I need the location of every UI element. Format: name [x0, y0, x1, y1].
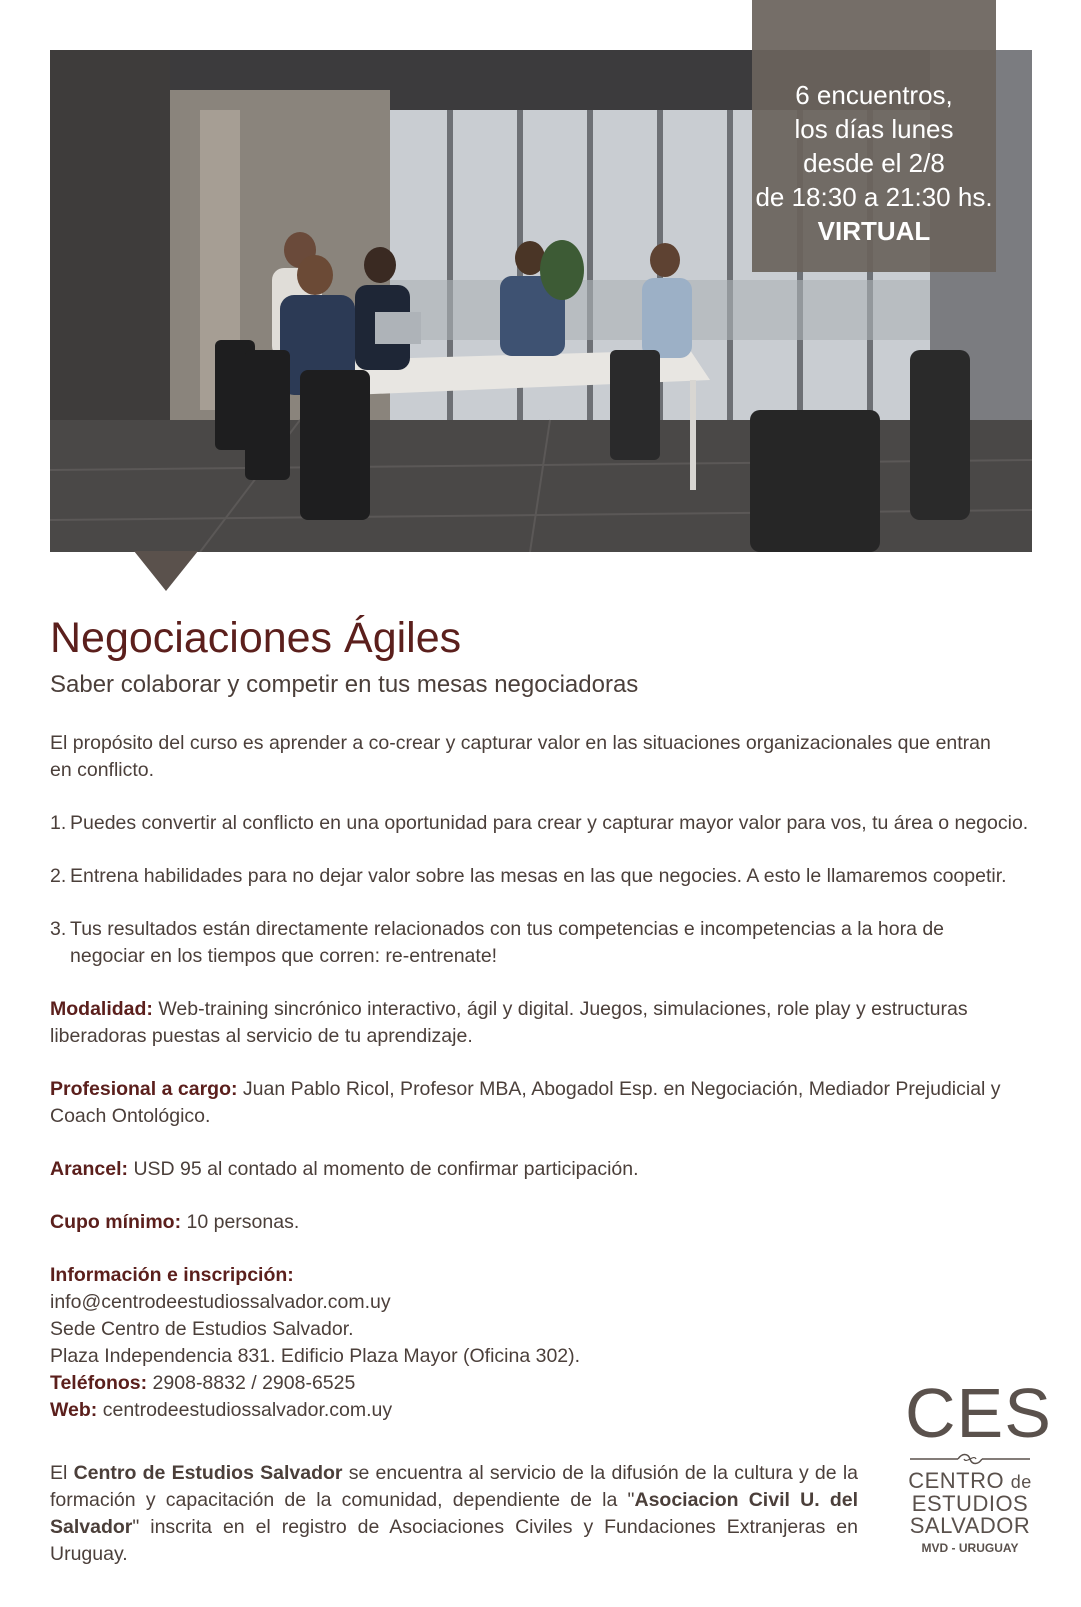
- contact-label: Información e inscripción:: [50, 1264, 294, 1286]
- footer-text-part: El: [50, 1462, 74, 1484]
- course-content: [50, 610, 1040, 1424]
- phones-label: Teléfonos:: [50, 1372, 148, 1394]
- list-item: [50, 863, 1040, 890]
- contact-email[interactable]: info@centrodeestudiossalvador.com.uy: [50, 1291, 391, 1313]
- footer-paragraph: [50, 1460, 858, 1568]
- modalidad-label: Modalidad:: [50, 998, 153, 1020]
- course-purpose: El propósito del curso es aprender a co-crear y capturar valor en las situaciones organizacionales que entran en conflicto.: [50, 732, 991, 781]
- ces-logo: [905, 1374, 1052, 1578]
- contact-block: [50, 1262, 1040, 1424]
- logo-location: MVD - URUGUAY: [921, 1541, 1019, 1555]
- photo-pointer-triangle: [134, 551, 198, 591]
- profesional-text: Juan Pablo Ricol, Profesor MBA, Abogadol Esp. en Negociación, Mediador Prejudicial y Coach Ontológico.: [50, 1078, 1001, 1127]
- footer-bold-part: Centro de Estudios Salvador: [73, 1462, 343, 1484]
- modality-label: VIRTUAL: [817, 216, 931, 246]
- ornament-divider-icon: [910, 1452, 1030, 1466]
- cupo-label: Cupo mínimo:: [50, 1211, 182, 1233]
- logo-name-line: ESTUDIOS: [911, 1491, 1029, 1516]
- schedule-line: de 18:30 a 21:30 hs.: [755, 182, 993, 212]
- logo-name: [905, 1470, 1035, 1493]
- contact-web: [50, 1397, 1040, 1424]
- list-item: [50, 916, 1010, 970]
- course-subtitle: Saber colaborar y competir en tus mesas negociadoras: [50, 671, 639, 698]
- footer-bold-part: Asociacion Civil U. del Salvador: [50, 1489, 858, 1538]
- profesional-paragraph: [50, 1076, 1010, 1130]
- phones-value: 2908-8832 / 2908-6525: [147, 1372, 356, 1394]
- footer-text-part: " inscrita en el registro de Asociaciones Civiles y Fundaciones Extranjeras en Uruguay.: [50, 1516, 858, 1565]
- list-text: Puedes convertir al conflicto en una oportunidad para crear y capturar mayor valor para vos, tu área o negocio.: [70, 812, 1029, 834]
- list-number: 2.: [50, 865, 67, 887]
- list-text: Tus resultados están directamente relacionados con tus competencias e incompetencias a la hora de negociar en los tiempos que corren: re-entrenate!: [70, 918, 945, 967]
- schedule-line: los días lunes: [794, 114, 954, 144]
- modalidad-text: Web-training sincrónico interactivo, ágil y digital. Juegos, simulaciones, role play y estructuras liberadoras puestas al servicio de tu aprendizaje.: [50, 998, 968, 1047]
- logo-name-de: de: [1010, 1472, 1032, 1492]
- course-title: Negociaciones Ágiles: [50, 614, 462, 662]
- logo-acronym: CES: [905, 1374, 1052, 1452]
- logo-name-line: CENTRO: [908, 1468, 1005, 1493]
- profesional-label: Profesional a cargo:: [50, 1078, 238, 1100]
- contact-phones: [50, 1370, 1040, 1397]
- schedule-line: 6 encuentros,: [795, 80, 953, 110]
- arancel-paragraph: [50, 1156, 1040, 1183]
- list-item: [50, 810, 1040, 837]
- cupo-paragraph: [50, 1209, 1040, 1236]
- contact-address: Plaza Independencia 831. Edificio Plaza Mayor (Oficina 302).: [50, 1345, 581, 1367]
- contact-sede: Sede Centro de Estudios Salvador.: [50, 1318, 354, 1340]
- schedule-box: [752, 0, 996, 272]
- cupo-text: 10 personas.: [181, 1211, 300, 1233]
- arancel-label: Arancel:: [50, 1158, 129, 1180]
- web-label: Web:: [50, 1399, 98, 1421]
- footer-text-part: se encuentra al servicio de la difusión de la cultura y de la formación y capacitación de la comunidad, dependiente de la ": [50, 1462, 858, 1511]
- logo-name-line: SALVADOR: [909, 1513, 1031, 1538]
- arancel-text: USD 95 al contado al momento de confirmar participación.: [128, 1158, 639, 1180]
- list-number: 1.: [50, 812, 67, 834]
- web-value[interactable]: centrodeestudiossalvador.com.uy: [97, 1399, 393, 1421]
- schedule-line: desde el 2/8: [803, 148, 945, 178]
- list-number: 3.: [50, 918, 67, 940]
- list-text: Entrena habilidades para no dejar valor sobre las mesas en las que negocies. A esto le llamaremos coopetir.: [70, 865, 1007, 887]
- modalidad-paragraph: [50, 996, 1010, 1050]
